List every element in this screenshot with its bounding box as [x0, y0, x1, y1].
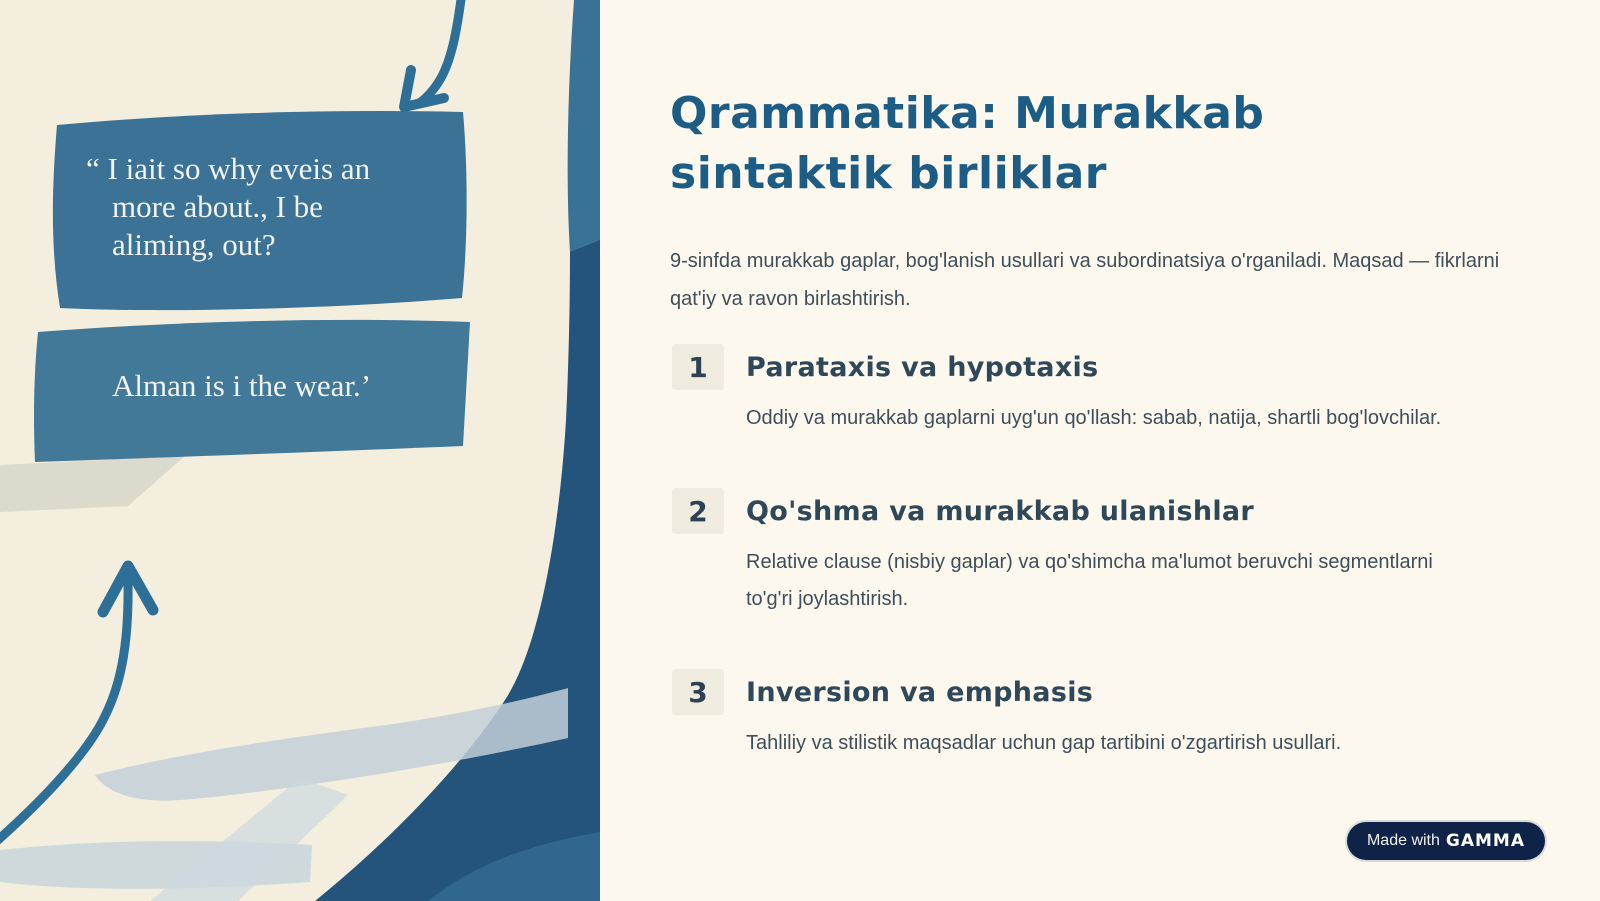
- page-title: Qrammatika: Murakkab sintaktik birliklar: [670, 88, 1265, 199]
- quote-1-line-3: aliming, out?: [112, 227, 276, 262]
- quote-1-line-1: “ I iait so why eveis an: [86, 151, 371, 186]
- item-description: Oddiy va murakkab gaplarni uyg'un qo'llash: sabab, natija, shartli bog'lovchilar.: [746, 407, 1442, 429]
- item-heading: Qo'shma va murakkab ulanishlar: [746, 495, 1255, 527]
- item-number-badge: 2: [672, 488, 724, 534]
- item-number-badge: 3: [672, 669, 724, 715]
- made-with-label: Made with: [1366, 832, 1440, 849]
- intro-paragraph: 9-sinfda murakkab gaplar, bog'lanish usullari va subordinatsiya o'rganiladi. Maqsad — fikrlarni qat'iy va ravon birlashtirish.: [670, 250, 1500, 310]
- item-number-badge: 1: [672, 344, 724, 390]
- numbered-list: [670, 344, 1600, 762]
- made-with-gamma-badge[interactable]: [1345, 820, 1547, 862]
- list-item-1: [670, 344, 1600, 437]
- item-heading: Parataxis va hypotaxis: [746, 351, 1099, 383]
- torn-paper-illustration: [0, 0, 600, 901]
- item-description: Tahliliy va stilistik maqsadlar uchun gap tartibini o'zgartirish usullari.: [746, 732, 1342, 754]
- item-description: Relative clause (nisbiy gaplar) va qo'shimcha ma'lumot beruvchi segmentlarni to'g'ri joylashtirish.: [746, 551, 1433, 610]
- quote-2-line: Alman is i the wear.’: [112, 368, 372, 403]
- list-item-2: [670, 488, 1600, 618]
- list-item-3: [670, 669, 1600, 762]
- torn-strip-right: [568, 0, 600, 252]
- quote-1-line-2: more about., I be: [112, 189, 323, 224]
- item-heading: Inversion va emphasis: [746, 676, 1094, 708]
- content-panel: [600, 0, 1600, 901]
- gamma-logo: GAMMA: [1445, 831, 1525, 851]
